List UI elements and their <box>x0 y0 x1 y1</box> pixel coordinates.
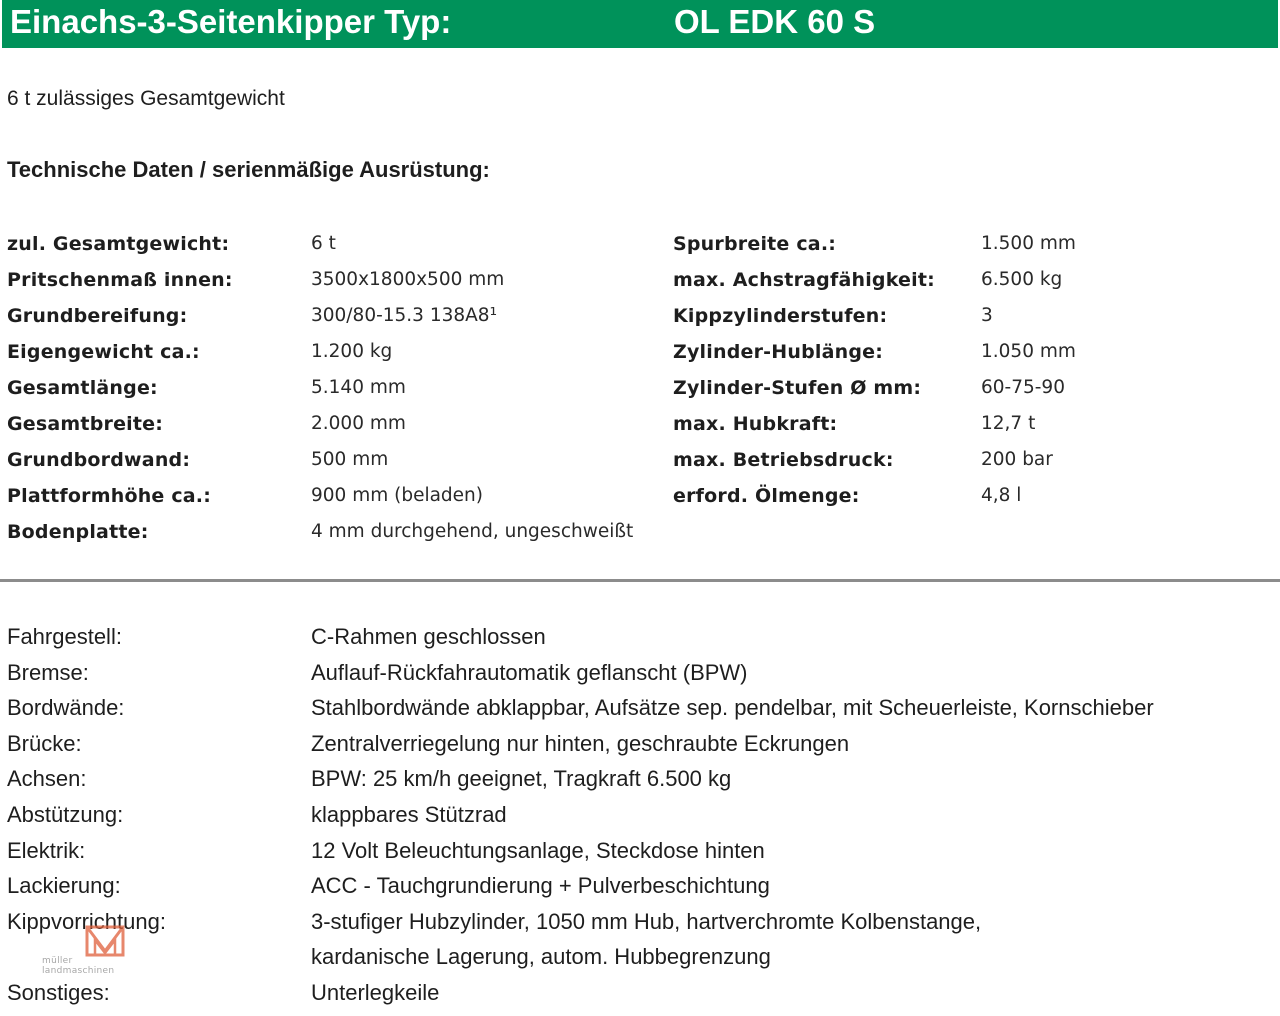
spec-value: 12,7 t <box>981 413 1036 434</box>
spec-table-right <box>673 229 1273 517</box>
equipment-row <box>7 868 1275 904</box>
spec-value: 6.500 kg <box>981 269 1063 290</box>
spec-label: Spurbreite ca.: <box>673 233 837 255</box>
equipment-row <box>7 655 1275 691</box>
divider <box>0 579 1280 582</box>
spec-label: Bodenplatte: <box>7 521 149 543</box>
equipment-row <box>7 761 1275 797</box>
spec-label: Zylinder-Hublänge: <box>673 341 884 363</box>
header-title: Einachs-3-Seitenkipper Typ: <box>10 3 452 40</box>
spec-value: 4 mm durchgehend, ungeschweißt <box>311 521 634 542</box>
spec-row <box>7 517 667 553</box>
spec-value: 5.140 mm <box>311 377 406 398</box>
equipment-label: Lackierung: <box>7 873 121 899</box>
header-bar <box>2 0 1278 48</box>
equipment-row <box>7 690 1275 726</box>
equipment-label: Abstützung: <box>7 801 124 827</box>
spec-row <box>673 337 1273 373</box>
equipment-value <box>311 904 1275 975</box>
equipment-row <box>7 726 1275 762</box>
equipment-row <box>7 619 1275 655</box>
watermark-text <box>42 956 138 976</box>
spec-label: Grundbereifung: <box>7 305 188 327</box>
spec-row <box>673 301 1273 337</box>
spec-value: 1.500 mm <box>981 233 1076 254</box>
m-logo-icon <box>84 924 126 958</box>
equipment-value-line: Auflauf-Rückfahrautomatik geflanscht (BPW) <box>311 659 748 685</box>
equipment-label: Sonstiges: <box>7 979 110 1005</box>
spec-value: 1.050 mm <box>981 341 1076 362</box>
spec-row <box>673 481 1273 517</box>
equipment-value-line: BPW: 25 km/h geeignet, Tragkraft 6.500 kg <box>311 766 732 792</box>
spec-value: 3500x1800x500 mm <box>311 269 505 290</box>
spec-label: Kippzylinderstufen: <box>673 305 888 327</box>
equipment-row <box>7 833 1275 869</box>
equipment-value <box>311 619 1275 655</box>
spec-label: max. Betriebsdruck: <box>673 449 894 471</box>
spec-label: Plattformhöhe ca.: <box>7 485 212 507</box>
spec-row <box>7 481 667 517</box>
equipment-value <box>311 726 1275 762</box>
equipment-value <box>311 975 1275 1011</box>
spec-value: 4,8 l <box>981 485 1022 506</box>
equipment-value-line: C-Rahmen geschlossen <box>311 624 546 649</box>
equipment-value-line: 3-stufiger Hubzylinder, 1050 mm Hub, hartverchromte Kolbenstange, <box>311 908 982 934</box>
equipment-value <box>311 868 1275 904</box>
spec-value: 300/80-15.3 138A8¹ <box>311 305 497 326</box>
spec-row <box>7 301 667 337</box>
equipment-value <box>311 655 1275 691</box>
equipment-row <box>7 797 1275 833</box>
equipment-value <box>311 690 1275 726</box>
equipment-value <box>311 797 1275 833</box>
spec-value: 2.000 mm <box>311 413 406 434</box>
equipment-label: Bremse: <box>7 659 89 685</box>
equipment-value-line: Stahlbordwände abklappbar, Aufsätze sep. pendelbar, mit Scheuerleiste, Kornschieber <box>311 695 1154 721</box>
spec-value: 500 mm <box>311 449 389 470</box>
spec-label: zul. Gesamtgewicht: <box>7 233 230 255</box>
spec-row <box>673 373 1273 409</box>
watermark-line-2: landmaschinen <box>42 966 115 976</box>
spec-row <box>673 229 1273 265</box>
spec-label: Gesamtbreite: <box>7 413 164 435</box>
equipment-label: Kippvorrichtung: <box>7 908 166 934</box>
equipment-label: Achsen: <box>7 766 87 792</box>
watermark-line-1: müller <box>42 956 73 966</box>
equipment-value-line: kardanische Lagerung, autom. Hubbegrenzung <box>311 944 771 970</box>
equipment-row <box>7 904 1275 975</box>
equipment-value-line: Unterlegkeile <box>311 979 440 1005</box>
spec-label: Gesamtlänge: <box>7 377 158 399</box>
spec-label: max. Achstragfähigkeit: <box>673 269 935 291</box>
equipment-value-line: Zentralverriegelung nur hinten, geschraubte Eckrungen <box>311 730 850 756</box>
spec-row <box>7 265 667 301</box>
spec-value: 1.200 kg <box>311 341 393 362</box>
equipment-value-line: klappbares Stützrad <box>311 801 507 827</box>
spec-row <box>7 229 667 265</box>
spec-label: Eigengewicht ca.: <box>7 341 200 363</box>
spec-value: 60-75-90 <box>981 377 1065 398</box>
spec-value: 6 t <box>311 233 336 254</box>
equipment-row <box>7 975 1275 1011</box>
equipment-label: Fahrgestell: <box>7 624 122 649</box>
equipment-label: Elektrik: <box>7 837 86 863</box>
spec-label: Pritschenmaß innen: <box>7 269 233 291</box>
equipment-label: Bordwände: <box>7 695 125 721</box>
spec-row <box>7 373 667 409</box>
section-heading: Technische Daten / serienmäßige Ausrüstung: <box>7 157 490 182</box>
spec-row <box>673 265 1273 301</box>
equipment-value <box>311 761 1275 797</box>
equipment-value-line: 12 Volt Beleuchtungsanlage, Steckdose hinten <box>311 837 765 863</box>
equipment-list <box>7 619 1275 1011</box>
spec-row <box>7 445 667 481</box>
header-model: OL EDK 60 S <box>674 3 876 40</box>
watermark-logo <box>42 924 138 980</box>
spec-label: Zylinder-Stufen Ø mm: <box>673 377 922 399</box>
spec-value: 3 <box>981 305 993 326</box>
spec-label: Grundbordwand: <box>7 449 191 471</box>
spec-value: 200 bar <box>981 449 1053 470</box>
spec-row <box>7 337 667 373</box>
spec-row <box>7 409 667 445</box>
spec-table-left <box>7 229 667 553</box>
equipment-value <box>311 833 1275 869</box>
equipment-value-line: ACC - Tauchgrundierung + Pulverbeschichtung <box>311 873 770 899</box>
equipment-label: Brücke: <box>7 730 82 756</box>
spec-value: 900 mm (beladen) <box>311 485 484 506</box>
spec-row <box>673 409 1273 445</box>
spec-label: max. Hubkraft: <box>673 413 838 435</box>
spec-row <box>673 445 1273 481</box>
subtitle: 6 t zulässiges Gesamtgewicht <box>7 87 285 110</box>
spec-label: erford. Ölmenge: <box>673 485 860 507</box>
